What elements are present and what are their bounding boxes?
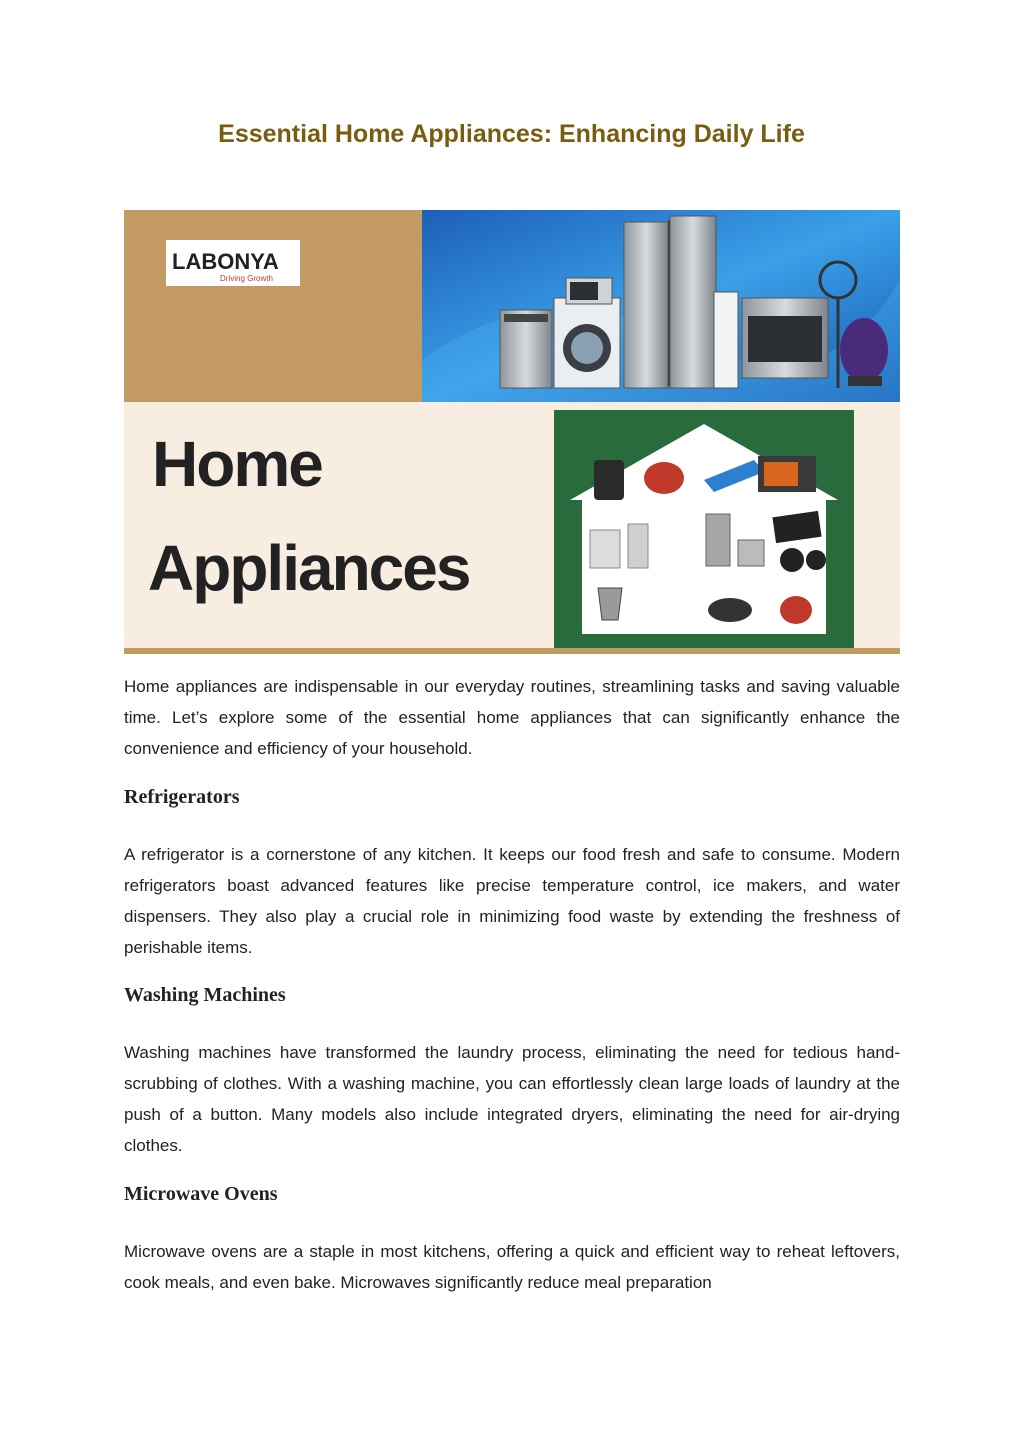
- house-graphic: [554, 410, 854, 648]
- home-appliances-banner: [124, 210, 900, 654]
- section-heading-washing-machines: Washing Machines: [124, 984, 286, 1006]
- headline-home: Home: [152, 428, 322, 500]
- tan-panel: [124, 210, 422, 402]
- section-body-microwave-ovens: Microwave ovens are a staple in most kitchens, offering a quick and efficient way to reheat leftovers, cook meals, and even bake. Microwaves significantly reduce meal preparation: [124, 1242, 900, 1292]
- headline-appliances: Appliances: [148, 532, 470, 604]
- svg-text:LABONYA: LABONYA: [172, 249, 279, 274]
- section-body-refrigerators: A refrigerator is a cornerstone of any kitchen. It keeps our food fresh and safe to consume. Modern refrigerators boast advanced features like precise temperature control, ice makers, and water dispensers. They also play a crucial role in minimizing food waste by extending the freshness of perishable items.: [124, 845, 900, 957]
- page-title: Essential Home Appliances: Enhancing Daily Life: [218, 120, 805, 148]
- section-heading-microwave-ovens: Microwave Ovens: [124, 1183, 278, 1205]
- svg-text:Driving Growth: Driving Growth: [220, 274, 273, 283]
- intro-paragraph: Home appliances are indispensable in our everyday routines, streamlining tasks and saving valuable time. Let’s explore some of the essential home appliances that can significantly enhance the convenience and efficiency of your household.: [124, 677, 900, 758]
- section-heading-refrigerators: Refrigerators: [124, 786, 240, 808]
- section-body-washing-machines: Washing machines have transformed the laundry process, eliminating the need for tedious hand-scrubbing of clothes. With a washing machine, you can effortlessly clean large loads of laundry at the push of a button. Many models also include integrated dryers, eliminating the need for air-drying clothes.: [124, 1043, 900, 1155]
- labonya-logo: [166, 240, 300, 286]
